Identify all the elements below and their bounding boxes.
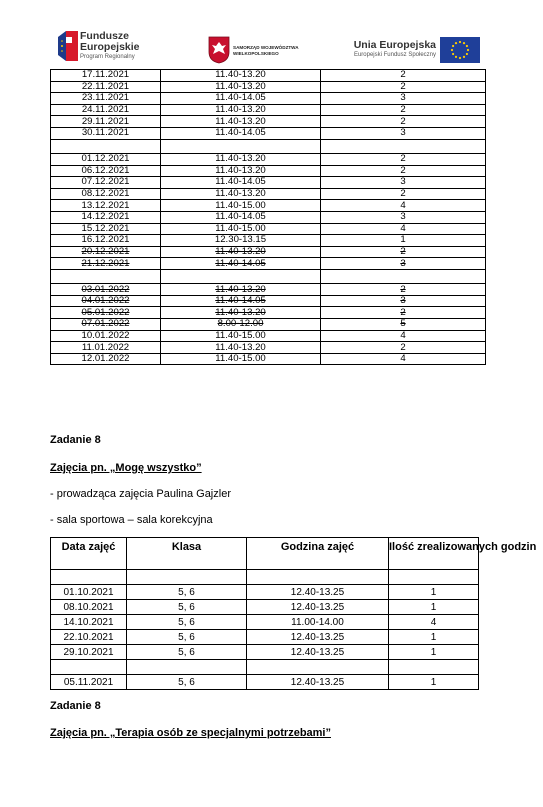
schedule-table-continued	[50, 69, 486, 365]
cell-time	[161, 295, 321, 307]
cell-time-text: 11.40-13.20	[215, 69, 266, 81]
schedule-table-body	[51, 70, 486, 365]
cell-hours: 1	[389, 600, 479, 615]
samorzad-line2: WIELKOPOLSKIEGO	[233, 51, 279, 56]
cell-time	[161, 235, 321, 247]
cell-hours	[321, 342, 486, 354]
cell-date-text: 07.12.2021	[81, 176, 130, 188]
cell-time-text: 11.40-13.20	[215, 341, 266, 353]
cell-hours-text: 2	[400, 341, 406, 353]
cell-date	[51, 246, 161, 258]
cell-time	[161, 258, 321, 270]
cell-date	[51, 165, 161, 177]
cell-time-text: 11.40-14.05	[215, 257, 266, 269]
cell-time-text: 11.40-14.05	[215, 92, 266, 104]
eu-flag-icon	[440, 37, 480, 63]
cell-time-text: 11.40-15.00	[215, 199, 266, 211]
cell-date-text: 20.12.2021	[81, 246, 130, 257]
cell-date	[51, 188, 161, 200]
fe-logo-line1: Fundusze	[80, 30, 129, 42]
table-row	[51, 284, 486, 296]
cell-hours-text: 2	[400, 104, 406, 116]
cell-time-text: 11.40-13.20	[215, 115, 266, 127]
cell-hours	[321, 188, 486, 200]
cell-hours	[321, 223, 486, 235]
table-row	[51, 600, 479, 615]
cell-date-text: 01.12.2021	[81, 153, 130, 165]
cell-hours-text: 2	[400, 80, 406, 92]
cell-hours	[321, 269, 486, 283]
table-row	[51, 307, 486, 319]
cell-time	[161, 353, 321, 365]
cell-date-text: 12.01.2022	[81, 353, 130, 365]
cell-date-text: 22.11.2021	[81, 80, 130, 92]
cell-date-text: 29.11.2021	[81, 115, 130, 127]
cell-klasa: 5, 6	[127, 585, 247, 600]
cell-klasa	[127, 570, 247, 585]
cell-hours-text: 1	[400, 234, 406, 246]
cell-hours: 1	[389, 645, 479, 660]
cell-date	[51, 269, 161, 283]
cell-time-text: 11.40-13.20	[215, 164, 266, 176]
activity-title-2: Zajęcia pn. „Terapia osób ze specjalnymi potrzebami”	[50, 727, 331, 739]
cell-hours-text: 2	[400, 283, 406, 295]
table-header-row	[51, 538, 479, 570]
cell-hours	[389, 570, 479, 585]
cell-time-text: 8.00-12.00	[217, 318, 264, 330]
cell-time-text: 11.40-13.20	[215, 306, 266, 318]
table-row	[51, 353, 486, 365]
header-time: Godzina zajęć	[247, 538, 389, 570]
cell-hours	[321, 295, 486, 307]
cell-time	[161, 127, 321, 139]
fundusze-europejskie-logo	[58, 30, 158, 66]
table-blank-row	[51, 139, 486, 153]
cell-hours-text: 4	[400, 199, 406, 211]
table-row	[51, 645, 479, 660]
cell-date-text: 03.01.2022	[81, 283, 130, 295]
cell-date	[51, 342, 161, 354]
cell-hours	[321, 211, 486, 223]
ue-logo-line2: Europejski Fundusz Społeczny	[353, 52, 436, 58]
classes-table	[50, 537, 537, 690]
cell-time-text: 11.40-14.05	[215, 127, 266, 139]
cell-date	[51, 153, 161, 165]
instructor-line: - prowadząca zajęcia Paulina Gajzler	[50, 488, 231, 500]
cell-hours-text: 2	[400, 164, 406, 176]
eagle-shield-icon	[207, 36, 231, 64]
room-line: - sala sportowa – sala korekcyjna	[50, 514, 213, 526]
cell-date	[51, 307, 161, 319]
cell-time: 12.40-13.25	[247, 600, 389, 615]
cell-hours-text: 2	[400, 306, 406, 318]
table-row	[51, 188, 486, 200]
cell-time	[247, 570, 389, 585]
cell-time	[161, 211, 321, 223]
cell-time	[161, 70, 321, 82]
fe-logo-line2: Europejskie	[80, 41, 140, 53]
table-blank-row	[51, 269, 486, 283]
cell-date-text: 23.11.2021	[81, 92, 130, 104]
cell-hours-text: 5	[400, 318, 406, 330]
cell-hours	[389, 660, 479, 675]
cell-hours	[321, 353, 486, 365]
cell-time	[161, 200, 321, 212]
cell-time	[161, 319, 321, 331]
cell-hours	[321, 116, 486, 128]
unia-europejska-logo	[345, 37, 480, 65]
cell-time	[161, 307, 321, 319]
cell-klasa: 5, 6	[127, 645, 247, 660]
cell-hours	[321, 139, 486, 153]
cell-date	[51, 211, 161, 223]
cell-date	[51, 116, 161, 128]
cell-date: 22.10.2021	[51, 630, 127, 645]
table-row	[51, 81, 486, 93]
table-row	[51, 104, 486, 116]
cell-time	[161, 153, 321, 165]
cell-time	[161, 342, 321, 354]
cell-time	[161, 188, 321, 200]
cell-date-text: 07.01.2022	[81, 318, 130, 330]
cell-time	[161, 284, 321, 296]
cell-hours-text: 2	[400, 246, 406, 257]
cell-time-text: 11.40-14.05	[215, 176, 266, 188]
cell-date	[51, 258, 161, 270]
cell-hours-text: 3	[400, 92, 406, 104]
cell-date: 29.10.2021	[51, 645, 127, 660]
cell-time: 12.40-13.25	[247, 585, 389, 600]
cell-hours-text: 3	[400, 211, 406, 223]
table-row	[51, 258, 486, 270]
ue-logo-line1: Unia Europejska	[353, 39, 436, 51]
cell-time	[161, 139, 321, 153]
cell-time	[161, 177, 321, 189]
table-row	[51, 70, 486, 82]
cell-hours: 1	[389, 630, 479, 645]
cell-date-text: 24.11.2021	[81, 104, 130, 116]
cell-hours	[321, 127, 486, 139]
cell-hours	[321, 104, 486, 116]
task-heading: Zadanie 8	[50, 434, 101, 446]
cell-time-text: 11.40-14.05	[215, 295, 266, 307]
cell-time-text: 11.40-15.00	[215, 353, 266, 365]
cell-time: 12.40-13.25	[247, 630, 389, 645]
cell-date-text: 04.01.2022	[81, 295, 130, 307]
cell-hours	[321, 246, 486, 258]
cell-time	[161, 223, 321, 235]
cell-time-text: 11.40-13.20	[215, 188, 266, 200]
table-row	[51, 615, 479, 630]
cell-time	[161, 81, 321, 93]
table-row	[51, 223, 486, 235]
cell-date: 14.10.2021	[51, 615, 127, 630]
cell-date	[51, 139, 161, 153]
cell-date	[51, 330, 161, 342]
classes-table-body	[51, 570, 479, 690]
cell-hours-text: 2	[400, 188, 406, 200]
table-row	[51, 165, 486, 177]
cell-time	[161, 104, 321, 116]
cell-hours	[321, 200, 486, 212]
cell-time-text: 11.40-14.05	[215, 211, 266, 223]
cell-hours	[321, 81, 486, 93]
table-row	[51, 177, 486, 189]
cell-time-text: 11.40-13.20	[215, 104, 266, 116]
cell-hours-text: 3	[400, 257, 406, 269]
cell-hours-text: 4	[400, 329, 406, 341]
table-row	[51, 342, 486, 354]
cell-date-text: 30.11.2021	[81, 127, 130, 139]
cell-time	[161, 246, 321, 258]
cell-time	[161, 330, 321, 342]
cell-date	[51, 200, 161, 212]
cell-klasa: 5, 6	[127, 600, 247, 615]
cell-time: 11.00-14.00	[247, 615, 389, 630]
task-heading-2: Zadanie 8	[50, 700, 101, 712]
table-row	[51, 127, 486, 139]
cell-time-text: 12.30-13.15	[214, 234, 267, 246]
table-row	[51, 319, 486, 331]
table-blank-row	[51, 570, 479, 585]
cell-date-text: 11.01.2022	[81, 341, 130, 353]
cell-hours	[321, 307, 486, 319]
cell-date-text: 10.01.2022	[81, 329, 130, 341]
cell-klasa: 5, 6	[127, 630, 247, 645]
header-hours: Ilość zrealizowanych godzin	[389, 538, 479, 570]
fundusze-europejskie-icon	[58, 31, 78, 61]
cell-date	[51, 319, 161, 331]
samorzad-wielkopolski-logo	[207, 36, 317, 64]
table-row	[51, 211, 486, 223]
cell-hours-text: 4	[400, 353, 406, 365]
table-row	[51, 585, 479, 600]
cell-hours	[321, 284, 486, 296]
cell-time	[161, 93, 321, 105]
cell-hours-text: 2	[400, 115, 406, 127]
cell-date	[51, 81, 161, 93]
cell-hours	[321, 319, 486, 331]
cell-time	[161, 269, 321, 283]
table-row	[51, 116, 486, 128]
cell-date	[51, 70, 161, 82]
cell-klasa: 5, 6	[127, 615, 247, 630]
cell-date	[51, 104, 161, 116]
cell-time	[161, 116, 321, 128]
cell-time-text: 11.40-15.00	[215, 222, 266, 234]
cell-date-text: 14.12.2021	[81, 211, 130, 223]
cell-date-text: 08.12.2021	[81, 188, 130, 200]
cell-hours: 4	[389, 615, 479, 630]
cell-hours	[321, 235, 486, 247]
cell-hours-text: 3	[400, 295, 406, 307]
cell-hours-text: 2	[400, 69, 406, 81]
cell-date	[51, 660, 127, 675]
cell-hours	[321, 70, 486, 82]
cell-hours: 1	[389, 585, 479, 600]
cell-date	[51, 284, 161, 296]
table-row	[51, 93, 486, 105]
cell-date	[51, 127, 161, 139]
table-row	[51, 330, 486, 342]
cell-hours-text: 3	[400, 127, 406, 139]
cell-hours-text: 4	[400, 222, 406, 234]
cell-date	[51, 93, 161, 105]
cell-hours-text: 3	[400, 176, 406, 188]
cell-date	[51, 353, 161, 365]
cell-time-text: 11.40-13.20	[215, 80, 266, 92]
cell-time-text: 11.40-15.00	[215, 329, 266, 341]
cell-time: 12.40-13.25	[247, 675, 389, 690]
cell-time-text: 11.40-13.20	[215, 153, 266, 165]
cell-klasa	[127, 660, 247, 675]
cell-date	[51, 177, 161, 189]
cell-date-text: 17.11.2021	[81, 69, 130, 81]
activity-title: Zajęcia pn. „Mogę wszystko”	[50, 462, 202, 474]
header-date: Data zajęć	[51, 538, 127, 570]
table-blank-row	[51, 660, 479, 675]
cell-date-text: 21.12.2021	[81, 257, 130, 269]
cell-date-text: 06.12.2021	[81, 164, 130, 176]
table-row	[51, 235, 486, 247]
cell-date	[51, 295, 161, 307]
table-row	[51, 630, 479, 645]
cell-hours	[321, 258, 486, 270]
samorzad-line1: SAMORZĄD WOJEWÓDZTWA	[233, 45, 299, 50]
cell-date-text: 13.12.2021	[81, 199, 130, 211]
table-row	[51, 295, 486, 307]
cell-date: 01.10.2021	[51, 585, 127, 600]
cell-time-text: 11.40-13.20	[215, 246, 266, 257]
table-row	[51, 675, 479, 690]
cell-date-text: 16.12.2021	[81, 234, 130, 246]
cell-date	[51, 223, 161, 235]
cell-hours	[321, 177, 486, 189]
cell-time	[161, 165, 321, 177]
table-row	[51, 153, 486, 165]
cell-time: 12.40-13.25	[247, 645, 389, 660]
cell-date: 05.11.2021	[51, 675, 127, 690]
table-row	[51, 246, 486, 258]
cell-date: 08.10.2021	[51, 600, 127, 615]
table-row	[51, 200, 486, 212]
cell-date	[51, 570, 127, 585]
cell-date-text: 05.01.2022	[81, 306, 130, 318]
fe-logo-line3: Program Regionalny	[80, 54, 135, 60]
cell-hours	[321, 330, 486, 342]
cell-hours-text: 2	[400, 153, 406, 165]
cell-time	[247, 660, 389, 675]
cell-date	[51, 235, 161, 247]
cell-hours	[321, 153, 486, 165]
cell-klasa: 5, 6	[127, 675, 247, 690]
cell-time-text: 11.40-13.20	[215, 283, 266, 295]
cell-hours: 1	[389, 675, 479, 690]
cell-hours	[321, 165, 486, 177]
cell-hours	[321, 93, 486, 105]
header-class: Klasa	[127, 538, 247, 570]
cell-date-text: 15.12.2021	[81, 222, 130, 234]
